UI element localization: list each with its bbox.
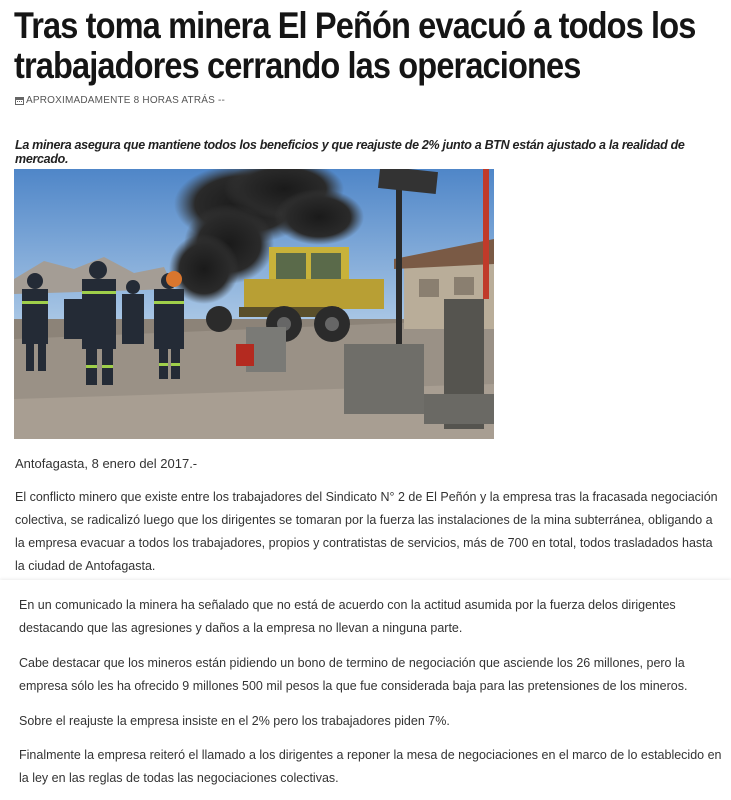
- calendar-icon: [15, 97, 24, 105]
- mine-protest-photo: [14, 169, 494, 439]
- article-title: Tras toma minera El Peñón evacuó a todos los trabajadores cerrando las operaciones: [14, 5, 696, 86]
- article-photo: [14, 169, 494, 439]
- article-body-lower: [0, 580, 731, 800]
- article-paragraph: Finalmente la empresa reiteró el llamado a los dirigentes a reponer la mesa de negociaciones en el marco de lo establecido en la ley en las reglas de todas las negociaciones colectivas.: [19, 748, 722, 785]
- article-paragraph: El conflicto minero que existe entre los trabajadores del Sindicato N° 2 de El Peñón y la empresa tras la fracasada negociación colectiva, se radicalizó luego que los dirigentes se tomaran por la fuerza las instalaciones de la mina subterránea, obligando a la empresa evacuar a todos los trabajadores, propios y contratistas de servicios, más de 700 en total, todos trasladados hasta la ciudad de Antofagasta.: [15, 490, 718, 573]
- article-timestamp: APROXIMADAMENTE 8 HORAS ATRÁS --: [26, 95, 226, 106]
- article-paragraph: Cabe destacar que los mineros están pidiendo un bono de termino de negociación que asciende los 26 millones, pero la empresa sólo les ha ofrecido 9 millones 500 mil pesos la que fue considerada baja para las pretensiones de los mineros.: [19, 656, 688, 693]
- article-paragraph: Sobre el reajuste la empresa insiste en el 2% pero los trabajadores piden 7%.: [19, 714, 450, 728]
- article-lead: La minera asegura que mantiene todos los beneficios y que reajuste de 2% junto a BTN están ajustado a la realidad de mercado.: [15, 138, 685, 166]
- article-meta: [15, 95, 225, 106]
- article-paragraph: En un comunicado la minera ha señalado que no está de acuerdo con la actitud asumida por la fuerza delos dirigentes destacando que las agresiones y daños a la empresa no llevan a ninguna parte.: [19, 598, 676, 635]
- article-dateline: Antofagasta, 8 enero del 2017.-: [15, 456, 198, 471]
